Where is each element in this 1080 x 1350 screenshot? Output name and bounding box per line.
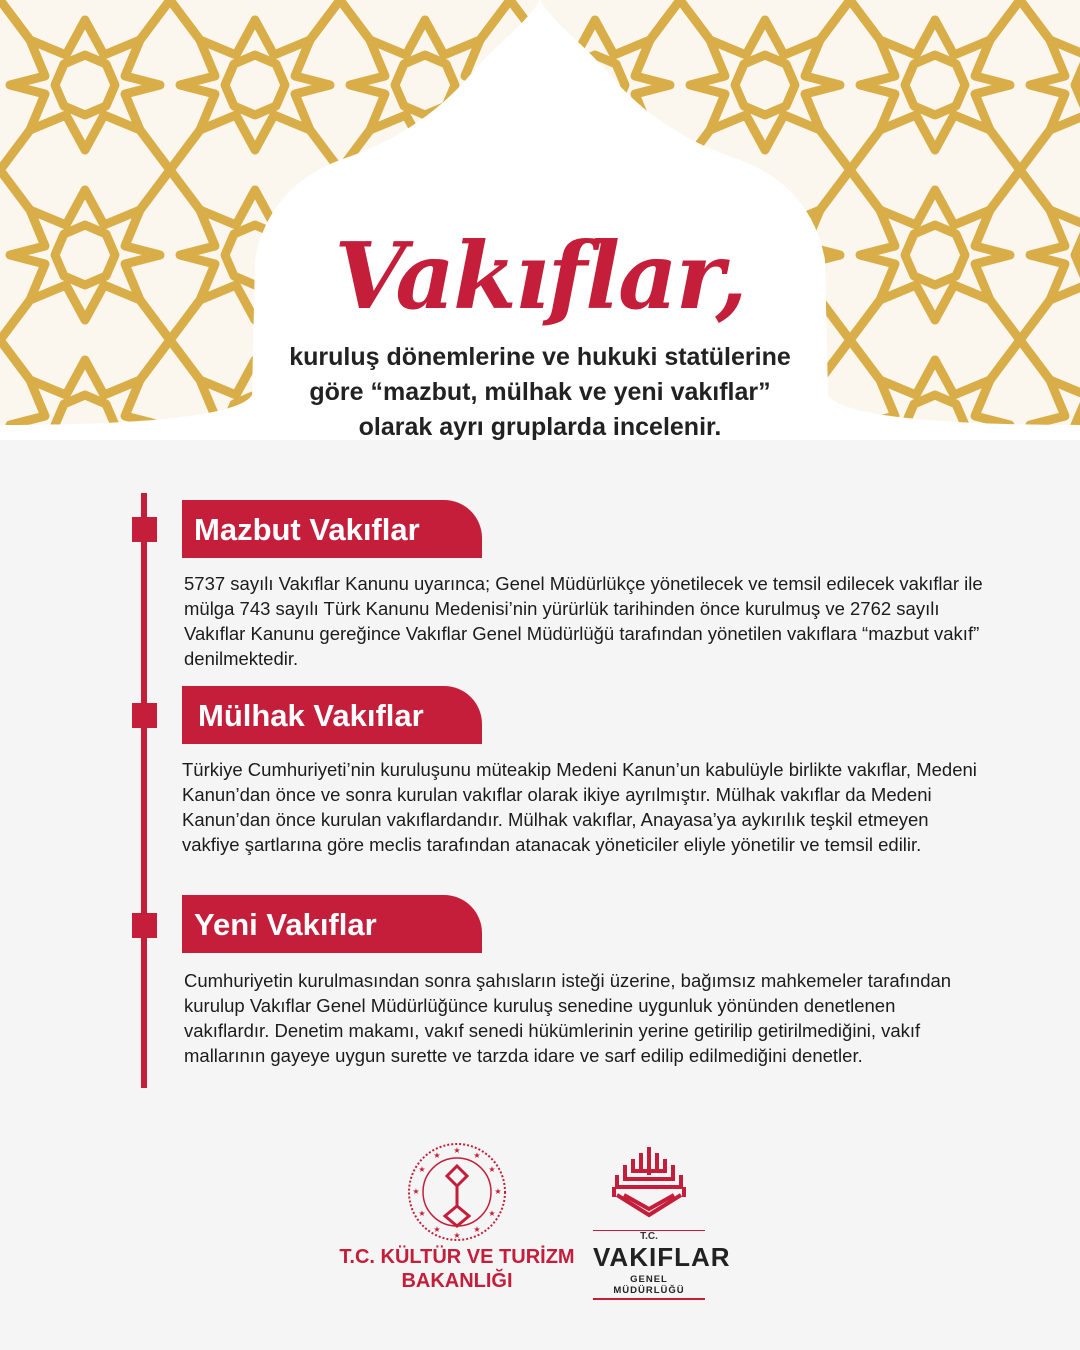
vgm-tc: T.C. — [593, 1230, 705, 1242]
svg-text:★: ★ — [488, 1209, 496, 1218]
timeline-marker — [132, 517, 157, 542]
timeline-marker — [132, 703, 157, 728]
svg-text:★: ★ — [453, 1231, 461, 1240]
page-title: Vakıflar, — [334, 222, 746, 330]
timeline-line — [141, 493, 147, 1088]
svg-text:★: ★ — [433, 1151, 441, 1160]
vgm-subtitle: GENEL MÜDÜRLÜĞÜ — [593, 1274, 705, 1300]
svg-text:★: ★ — [453, 1146, 461, 1155]
svg-text:★: ★ — [433, 1225, 441, 1234]
vakiflar-logo-emblem — [612, 1145, 687, 1227]
svg-text:★: ★ — [418, 1209, 426, 1218]
svg-text:★: ★ — [412, 1187, 420, 1196]
section-text-mazbut: 5737 sayılı Vakıflar Kanunu uyarınca; Genel Müdürlükçe yönetilecek ve temsil edilecek vakıflar ile mülga 743 sayılı Türk Kanunu Medenisi’nin yürürlük tarihinden önce kurulmuş ve 2762 sayılı Vakıflar Kanunu gereğince Vakıflar Genel Müdürlüğü tarafından yönetilen vakıflara “mazbut vakıf” denilmektedir. — [184, 573, 983, 669]
section-heading-yeni: Yeni Vakıflar — [182, 895, 482, 953]
svg-text:★: ★ — [473, 1225, 481, 1234]
subtitle — [240, 340, 840, 445]
svg-text:★: ★ — [494, 1187, 502, 1196]
ministry-logo-emblem — [405, 1140, 509, 1244]
svg-text:★: ★ — [473, 1151, 481, 1160]
svg-text:★: ★ — [418, 1165, 426, 1174]
section-heading-mulhak: Mülhak Vakıflar — [182, 686, 482, 744]
ministry-name: T.C. KÜLTÜR VE TURİZM BAKANLIĞI — [339, 1246, 575, 1292]
vgm-name: VAKIFLAR — [593, 1242, 731, 1272]
svg-text:★: ★ — [488, 1165, 496, 1174]
subtitle-line: kuruluş dönemlerine ve hukuki statülerine — [289, 343, 791, 371]
section-text-mulhak: Türkiye Cumhuriyeti’nin kuruluşunu müteakip Medeni Kanun’un kabulüyle birlikte vakıflar, Medeni Kanun’dan önce ve sonra kurulan vakıflar olarak ikiye ayrılmıştır. Mülhak vakıflar da Medeni Kanun’dan önce kurulan vakıflardandır. Mülhak vakıflar, Anayasa’ya aykırılık teşkil etmeyen vakfiye şartlarına göre meclis tarafından atanacak yöneticiler eliyle yönetilir ve temsil edilir. — [182, 759, 977, 855]
section-text-yeni: Cumhuriyetin kurulmasından sonra şahısların isteği üzerine, bağımsız mahkemeler tarafından kurulup Vakıflar Genel Müdürlüğünce kuruluş senedine uygunluk yönünden denetlenen vakıflardır. Denetim makamı, vakıf senedi hükümlerinin yerine getirilip getirilmediğini, vakıf mallarının gayeye uygun surette ve tarzda idare ve sarf edilip edilmediğini denetler. — [184, 970, 952, 1066]
subtitle-line: göre “mazbut, mülhak ve yeni vakıflar” — [309, 378, 771, 406]
section-heading-mazbut: Mazbut Vakıflar — [182, 500, 482, 558]
timeline-marker — [132, 913, 157, 938]
subtitle-line: olarak ayrı gruplarda incelenir. — [358, 413, 722, 441]
